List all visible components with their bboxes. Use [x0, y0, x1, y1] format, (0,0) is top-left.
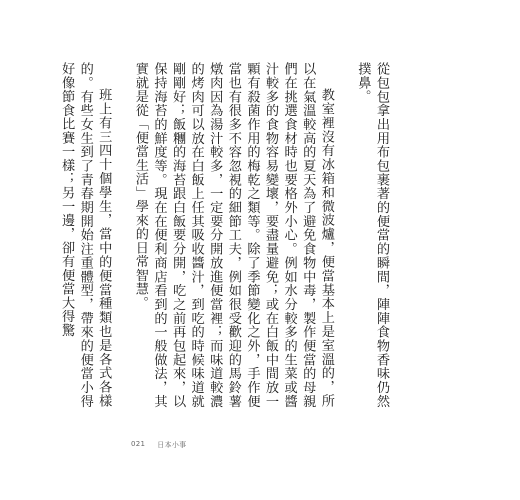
page-footer: [131, 440, 186, 450]
paragraph-3: 班上有三四十個學生，當中的便當種類也是各式各樣的。有些女生到了青春期開始注重體型，帶來的便當小得好像節食比賽一樣；另一邊，卻有便當大得驚: [59, 62, 112, 408]
book-title: 日本小事: [157, 441, 187, 449]
vertical-text-body: [59, 62, 390, 408]
page-number: 021: [131, 440, 146, 448]
paragraph-2: 教室裡沒有冰箱和微波爐，便當基本上是室溫的，所以在氣溫較高的夏天為了避免食物中毒，製作便當的母親們在挑選食材時也要格外小心。例如水分較多的生菜或醬汁較多的食物容易變壞，要盡量避免；或在白飯中間放一顆有殺菌作用的梅乾之類等。除了季節變化之外，手作便當也有很多不容忽視的細節工夫，例如很受歡迎的馬鈴薯燉肉因為湯汁較多，一定要分開放進便當裡；而味道較濃的烤肉可以放在白飯上任其吸收醬汁，到吃的時候味道就剛剛好；飯糰的海苔跟白飯要分開，吃之前再包起來，以保持海苔的鮮度等。現在在便利商店看到的一般做法，其實就是從「便當生活」學來的日常智慧。: [132, 62, 334, 408]
paragraph-1: 從包包拿出用布包裹著的便當的瞬間，陣陣食物香味仍然撲鼻。: [355, 62, 389, 408]
